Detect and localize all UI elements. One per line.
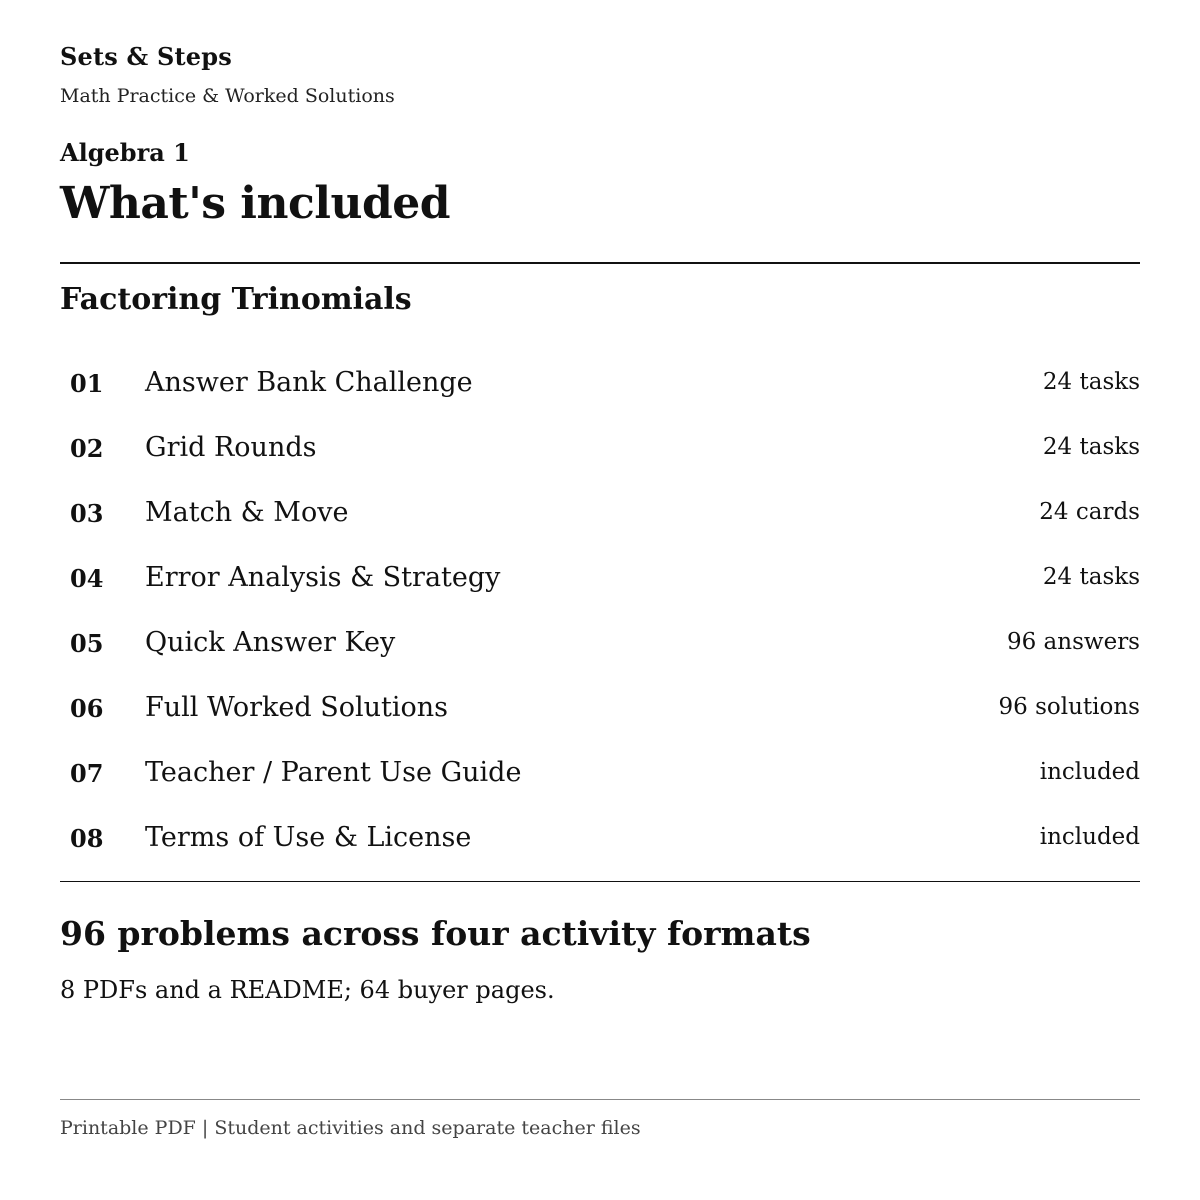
item-title: Teacher / Parent Use Guide <box>145 757 522 788</box>
item-count: 24 cards <box>1039 499 1140 525</box>
brand-tagline: Math Practice & Worked Solutions <box>60 85 395 107</box>
item-number: 05 <box>70 629 104 658</box>
page-title: What's included <box>60 178 451 229</box>
item-title: Quick Answer Key <box>145 627 396 658</box>
contents-row <box>60 613 1140 678</box>
product-page <box>60 0 1140 1200</box>
footer-text: Printable PDF | Student activities and separate teacher files <box>60 1117 641 1139</box>
item-count: included <box>1039 759 1140 785</box>
contents-row <box>60 483 1140 548</box>
item-count: 24 tasks <box>1042 564 1140 590</box>
contents-row <box>60 808 1140 873</box>
brand-name: Sets & Steps <box>60 42 232 71</box>
item-title: Answer Bank Challenge <box>145 367 473 398</box>
item-number: 08 <box>70 824 104 853</box>
item-count: 96 answers <box>1006 629 1140 655</box>
summary-headline: 96 problems across four activity formats <box>60 914 811 953</box>
course-label: Algebra 1 <box>60 138 190 167</box>
title-divider <box>60 262 1140 264</box>
footer-divider <box>60 1099 1140 1100</box>
item-number: 06 <box>70 694 104 723</box>
contents-list <box>60 353 1140 873</box>
item-count: 96 solutions <box>998 694 1140 720</box>
contents-row <box>60 743 1140 808</box>
item-title: Terms of Use & License <box>145 822 472 853</box>
item-title: Match & Move <box>145 497 349 528</box>
summary-detail: 8 PDFs and a README; 64 buyer pages. <box>60 976 555 1004</box>
item-number: 02 <box>70 434 104 463</box>
item-title: Grid Rounds <box>145 432 317 463</box>
item-title: Full Worked Solutions <box>145 692 449 723</box>
contents-row <box>60 418 1140 483</box>
item-count: 24 tasks <box>1042 434 1140 460</box>
item-number: 01 <box>70 369 104 398</box>
contents-row <box>60 353 1140 418</box>
item-number: 07 <box>70 759 104 788</box>
contents-row <box>60 548 1140 613</box>
item-count: included <box>1039 824 1140 850</box>
section-title: Factoring Trinomials <box>60 282 412 317</box>
contents-divider <box>60 881 1140 882</box>
contents-row <box>60 678 1140 743</box>
item-number: 03 <box>70 499 104 528</box>
item-title: Error Analysis & Strategy <box>145 562 501 593</box>
item-count: 24 tasks <box>1042 369 1140 395</box>
item-number: 04 <box>70 564 104 593</box>
